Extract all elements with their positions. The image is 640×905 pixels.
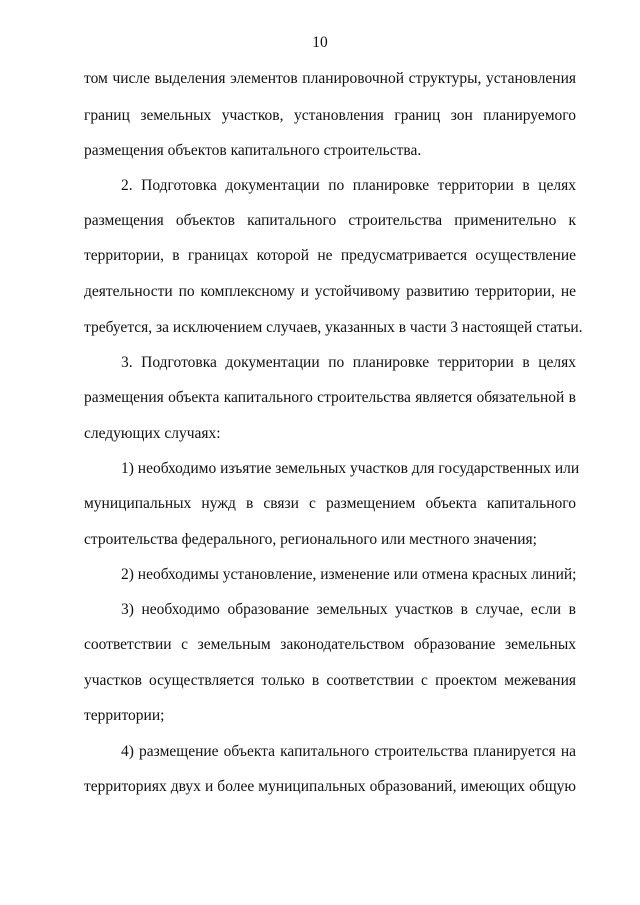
text-line: том числе выделения элементов планировочной структуры, установления bbox=[84, 70, 576, 87]
paragraph-2-first-line: 2. Подготовка документации по планировке территории в целях bbox=[121, 177, 576, 194]
list-item-2: 2) необходимы установление, изменение или отмена красных линий; bbox=[121, 566, 577, 583]
text-line: строительства федерального, регионального или местного значения; bbox=[84, 531, 537, 548]
text-line: размещения объекта капитального строительства является обязательной в bbox=[84, 389, 576, 406]
list-item-4-first-line: 4) размещение объекта капитального строительства планируется на bbox=[121, 743, 576, 760]
text-line: деятельности по комплексному и устойчивому развитию территории, не bbox=[84, 283, 576, 300]
text-line: границ земельных участков, установления границ зон планируемого bbox=[84, 107, 576, 124]
text-line: территории, в границах которой не предусматривается осуществление bbox=[84, 247, 576, 264]
text-line: муниципальных нужд в связи с размещением объекта капитального bbox=[84, 495, 576, 512]
text-line: соответствии с земельным законодательством образование земельных bbox=[84, 636, 576, 653]
text-line: размещения объектов капитального строительства применительно к bbox=[84, 212, 576, 229]
page-number: 10 bbox=[312, 34, 328, 51]
text-line: размещения объектов капитального строительства. bbox=[84, 142, 422, 159]
text-line: территориях двух и более муниципальных образований, имеющих общую bbox=[84, 778, 576, 795]
list-item-3-first-line: 3) необходимо образование земельных участков в случае, если в bbox=[121, 601, 576, 618]
text-line: участков осуществляется только в соответствии с проектом межевания bbox=[84, 672, 576, 689]
list-item-1-first-line: 1) необходимо изъятие земельных участков для государственных или bbox=[121, 460, 580, 477]
paragraph-3-first-line: 3. Подготовка документации по планировке территории в целях bbox=[121, 354, 576, 371]
text-line: требуется, за исключением случаев, указанных в части 3 настоящей статьи. bbox=[84, 319, 583, 336]
text-line: следующих случаях: bbox=[84, 425, 221, 442]
text-line: территории; bbox=[84, 707, 165, 724]
